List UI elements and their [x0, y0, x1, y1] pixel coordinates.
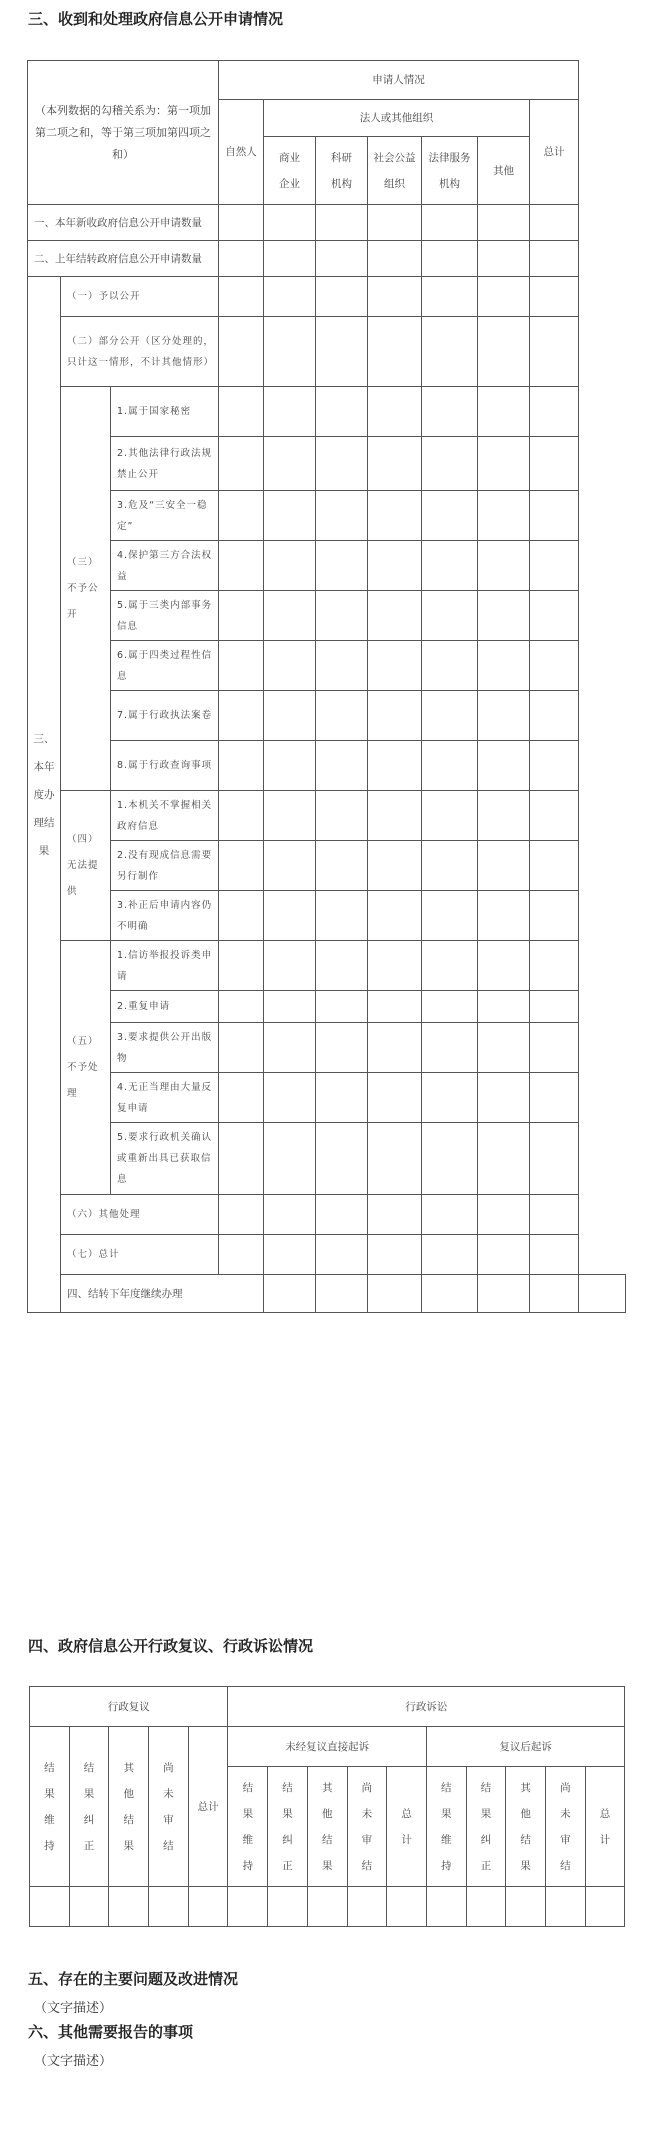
col-header: 尚未审结 — [149, 1727, 189, 1887]
org-type-header: 其他 — [478, 137, 530, 205]
sub-item: 5.属于三类内部事务信息 — [111, 591, 219, 641]
col-header: 总计 — [585, 1767, 625, 1887]
sub-item: 1.本机关不掌握相关政府信息 — [111, 791, 219, 841]
sub-item: 3.补正后申请内容仍不明确 — [111, 891, 219, 941]
col-header: 总计 — [188, 1727, 228, 1887]
col-header: 尚未审结 — [545, 1767, 585, 1887]
table-note: （本列数据的勾稽关系为：第一项加第二项之和，等于第三项加第四项之和） — [28, 61, 219, 205]
sub-item: 3.要求提供公开出版物 — [111, 1023, 219, 1073]
section4-title: 四、政府信息公开行政复议、行政诉讼情况 — [28, 1637, 314, 1655]
sub-item: 2.其他法律行政法规禁止公开 — [111, 437, 219, 491]
col-header: 结果纠正 — [69, 1727, 109, 1887]
item-not-disclosed: （三）不予公开 — [61, 387, 111, 791]
col-header: 结果维持 — [228, 1767, 268, 1887]
section5-note: （文字描述） — [34, 2001, 113, 2016]
sub-item: 8.属于行政查询事项 — [111, 741, 219, 791]
row-carried-over: 二、上年结转政府信息公开申请数量 — [28, 241, 219, 277]
sub-item: 4.无正当理由大量反复申请 — [111, 1073, 219, 1123]
col-header: 其他结果 — [109, 1727, 149, 1887]
col-header: 结果维持 — [426, 1767, 466, 1887]
item-other: （六）其他处理 — [61, 1195, 219, 1235]
col-header: 其他结果 — [506, 1767, 546, 1887]
sub-item: 4.保护第三方合法权益 — [111, 541, 219, 591]
sub-item: 2.没有现成信息需要另行制作 — [111, 841, 219, 891]
org-type-header: 商业企业 — [264, 137, 316, 205]
item-partial: （二）部分公开（区分处理的，只计这一情形，不计其他情形） — [61, 317, 219, 387]
applications-table — [27, 60, 626, 1313]
sub-item: 6.属于四类过程性信息 — [111, 641, 219, 691]
org-type-header: 科研机构 — [316, 137, 368, 205]
direct-suit-header: 未经复议直接起诉 — [228, 1727, 426, 1767]
col-header: 其他结果 — [307, 1767, 347, 1887]
row-new-applications: 一、本年新收政府信息公开申请数量 — [28, 205, 219, 241]
section6-note: （文字描述） — [34, 2054, 113, 2069]
item-unable: （四）无法提供 — [61, 791, 111, 941]
row-carry-next-year: 四、结转下年度继续办理 — [61, 1275, 264, 1313]
applicant-header: 申请人情况 — [219, 61, 579, 100]
col-header: 结果维持 — [30, 1727, 70, 1887]
review-litigation-table — [29, 1686, 625, 1927]
org-type-header: 法律服务机构 — [422, 137, 478, 205]
item-total: （七）总计 — [61, 1235, 219, 1275]
review-header: 行政复议 — [30, 1687, 228, 1727]
legal-org-header: 法人或其他组织 — [264, 100, 530, 137]
sub-item: 7.属于行政执法案卷 — [111, 691, 219, 741]
org-type-header: 社会公益组织 — [368, 137, 422, 205]
litigation-header: 行政诉讼 — [228, 1687, 625, 1727]
sub-item: 5.要求行政机关确认或重新出具已获取信息 — [111, 1123, 219, 1195]
section6-title: 六、其他需要报告的事项 — [28, 2023, 194, 2041]
total-header: 总计 — [530, 100, 579, 205]
item-disclosed: （一）予以公开 — [61, 277, 219, 317]
sub-item: 2.重复申请 — [111, 991, 219, 1023]
group-results: 三、本年度办理结果 — [28, 277, 61, 1313]
col-header: 尚未审结 — [347, 1767, 387, 1887]
sub-item: 1.属于国家秘密 — [111, 387, 219, 437]
sub-item: 1.信访举报投诉类申请 — [111, 941, 219, 991]
col-header: 总计 — [387, 1767, 427, 1887]
section5-title: 五、存在的主要问题及改进情况 — [28, 1970, 239, 1988]
after-review-header: 复议后起诉 — [426, 1727, 624, 1767]
natural-person-header: 自然人 — [219, 100, 264, 205]
col-header: 结果纠正 — [466, 1767, 506, 1887]
sub-item: 3.危及“三安全一稳定” — [111, 491, 219, 541]
col-header: 结果纠正 — [268, 1767, 308, 1887]
item-not-processed: （五）不予处理 — [61, 941, 111, 1195]
section3-title: 三、收到和处理政府信息公开申请情况 — [28, 10, 284, 28]
